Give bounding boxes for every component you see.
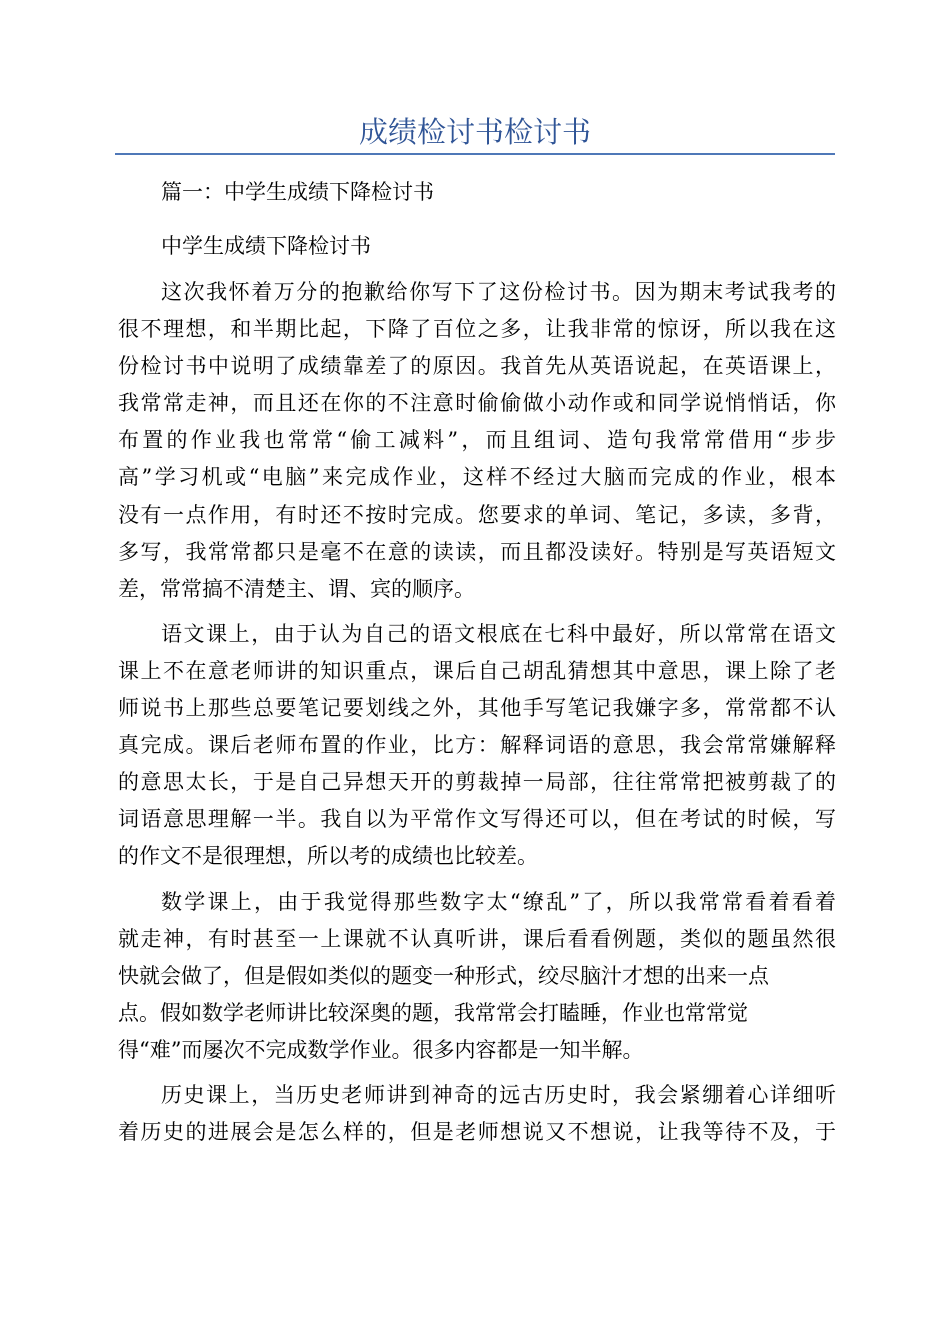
document-title: 成绩检讨书检讨书 (358, 115, 591, 149)
text-line: 的作文不是很理想，所以考的成绩也比较差。 (118, 844, 538, 869)
text-line: 点。假如数学老师讲比较深奥的题，我常常会打瞌睡，作业也常常觉 (118, 1000, 748, 1025)
document-body (118, 172, 836, 1159)
text-line: 我常常走神，而且还在你的不注意时偷偷做小动作或和同学说悄悄话，你 (118, 391, 836, 416)
text-line: 词语意思理解一半。我自以为平常作文写得还可以，但在考试的时候，写 (118, 807, 836, 832)
text-line: 份检讨书中说明了成绩靠差了的原因。我首先从英语说起，在英语课上， (118, 354, 836, 379)
text-line: 很不理想，和半期比起，下降了百位之多，让我非常的惊讶，所以我在这 (118, 317, 836, 342)
paragraph-english (118, 274, 836, 608)
subheading: 中学生成绩下降检讨书 (161, 234, 371, 258)
text-line: 语文课上，由于认为自己的语文根底在七科中最好，所以常常在语文 (161, 621, 836, 646)
text-line: 布置的作业我也常常“偷工减料”，而且组词、造句我常常借用“步步 (118, 428, 836, 453)
text-line: 没有一点作用，有时还不按时完成。您要求的单词、笔记，多读，多背， (118, 502, 836, 527)
text-line: 历史课上，当历史老师讲到神奇的远古历史时，我会紧绷着心详细听 (161, 1082, 836, 1107)
section-heading: 篇一：中学生成绩下降检讨书 (161, 180, 434, 204)
text-line: 这次我怀着万分的抱歉给你写下了这份检讨书。因为期末考试我考的 (161, 280, 836, 304)
text-line: 就走神，有时甚至一上课就不认真听讲，课后看看例题，类似的题虽然很 (118, 926, 836, 951)
text-line: 真完成。课后老师布置的作业，比方：解释词语的意思，我会常常嫌解释 (118, 733, 836, 758)
text-line: 高”学习机或“电脑”来完成作业，这样不经过大脑而完成的作业，根本 (118, 465, 836, 490)
paragraph-history (118, 1077, 836, 1151)
text-line: 得“难”而屡次不完成数学作业。很多内容都是一知半解。 (118, 1037, 644, 1062)
text-line: 多写，我常常都只是毫不在意的读读，而且都没读好。特别是写英语短文 (118, 539, 836, 564)
text-line: 快就会做了，但是假如类似的题变一种形式，绞尽脑汁才想的出来一点 (118, 963, 769, 988)
text-line: 师说书上那些总要笔记要划线之外，其他手写笔记我嫌字多，常常都不认 (118, 696, 836, 721)
text-line: 的意思太长，于是自己异想天开的剪裁掉一局部，往往常常把被剪裁了的 (118, 770, 836, 795)
paragraph-chinese (118, 616, 836, 876)
text-line: 课上不在意老师讲的知识重点，课后自己胡乱猜想其中意思，课上除了老 (118, 658, 836, 683)
title-underline (115, 153, 835, 155)
text-line: 差，常常搞不清楚主、谓、宾的顺序。 (118, 576, 475, 601)
text-line: 数学课上，由于我觉得那些数字太“缭乱”了，所以我常常看着看着 (161, 889, 836, 914)
paragraph-math (118, 884, 836, 1069)
text-line: 着历史的进展会是怎么样的，但是老师想说又不想说，让我等待不及，于 (118, 1120, 836, 1145)
